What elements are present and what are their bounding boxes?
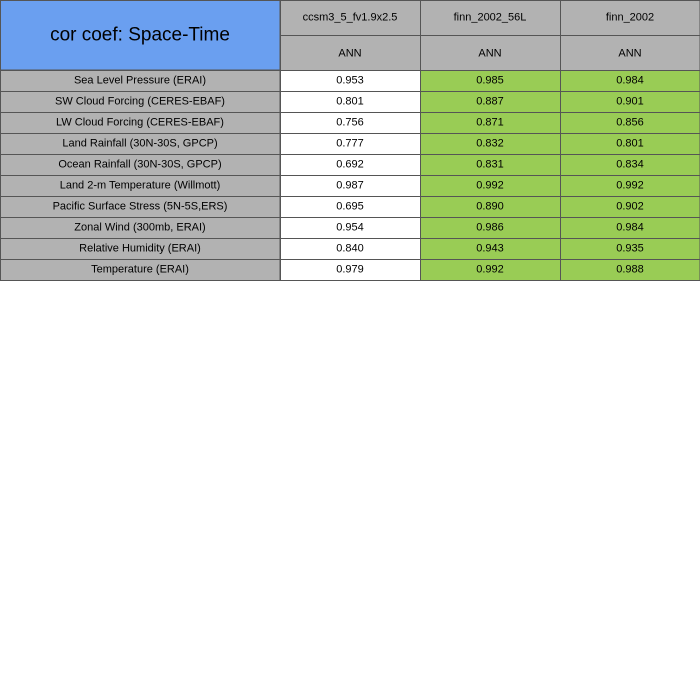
value-label: 0.832 <box>476 137 504 150</box>
value-label: 0.943 <box>476 242 504 255</box>
value-label: 0.695 <box>336 200 364 213</box>
value-label: 0.831 <box>476 158 504 171</box>
value-label: 0.984 <box>616 221 644 234</box>
value-label: 0.992 <box>616 179 644 192</box>
value-label: 0.987 <box>336 179 364 192</box>
value-label: 0.901 <box>616 95 644 108</box>
value-label: 0.992 <box>476 263 504 276</box>
value-label: 0.856 <box>616 116 644 129</box>
value-label: 0.954 <box>336 221 364 234</box>
row-label: Zonal Wind (300mb, ERAI) <box>74 221 206 234</box>
value-label: 0.890 <box>476 200 504 213</box>
value-label: 0.801 <box>336 95 364 108</box>
season-header-label: ANN <box>618 47 642 60</box>
row-label: Relative Humidity (ERAI) <box>79 242 201 255</box>
value-label: 0.984 <box>616 74 644 87</box>
row-label: Land 2-m Temperature (Willmott) <box>59 179 221 192</box>
value-label: 0.988 <box>616 263 644 276</box>
column-header-label: finn_2002_56L <box>453 11 527 24</box>
row-label: SW Cloud Forcing (CERES-EBAF) <box>55 95 225 108</box>
column-header-label: ccsm3_5_fv1.9x2.5 <box>302 11 398 24</box>
value-label: 0.992 <box>476 179 504 192</box>
row-label: Sea Level Pressure (ERAI) <box>73 74 207 87</box>
row-label: Land Rainfall (30N-30S, GPCP) <box>62 137 218 150</box>
column-header-label: finn_2002 <box>605 11 655 24</box>
value-label: 0.902 <box>616 200 644 213</box>
value-label: 0.840 <box>336 242 364 255</box>
season-header-label: ANN <box>478 47 502 60</box>
value-label: 0.887 <box>476 95 504 108</box>
value-label: 0.801 <box>616 137 644 150</box>
value-label: 0.692 <box>336 158 364 171</box>
value-label: 0.834 <box>616 158 644 171</box>
value-label: 0.756 <box>336 116 364 129</box>
value-label: 0.979 <box>336 263 364 276</box>
value-label: 0.935 <box>616 242 644 255</box>
table-title: cor coef: Space-Time <box>50 24 230 46</box>
value-label: 0.777 <box>336 137 364 150</box>
row-label: Pacific Surface Stress (5N-5S,ERS) <box>52 200 228 213</box>
value-label: 0.953 <box>336 74 364 87</box>
season-header-label: ANN <box>338 47 362 60</box>
row-label: Temperature (ERAI) <box>91 263 189 276</box>
row-label: LW Cloud Forcing (CERES-EBAF) <box>56 116 224 129</box>
value-label: 0.986 <box>476 221 504 234</box>
value-label: 0.985 <box>476 74 504 87</box>
value-label: 0.871 <box>476 116 504 129</box>
row-label: Ocean Rainfall (30N-30S, GPCP) <box>58 158 222 171</box>
